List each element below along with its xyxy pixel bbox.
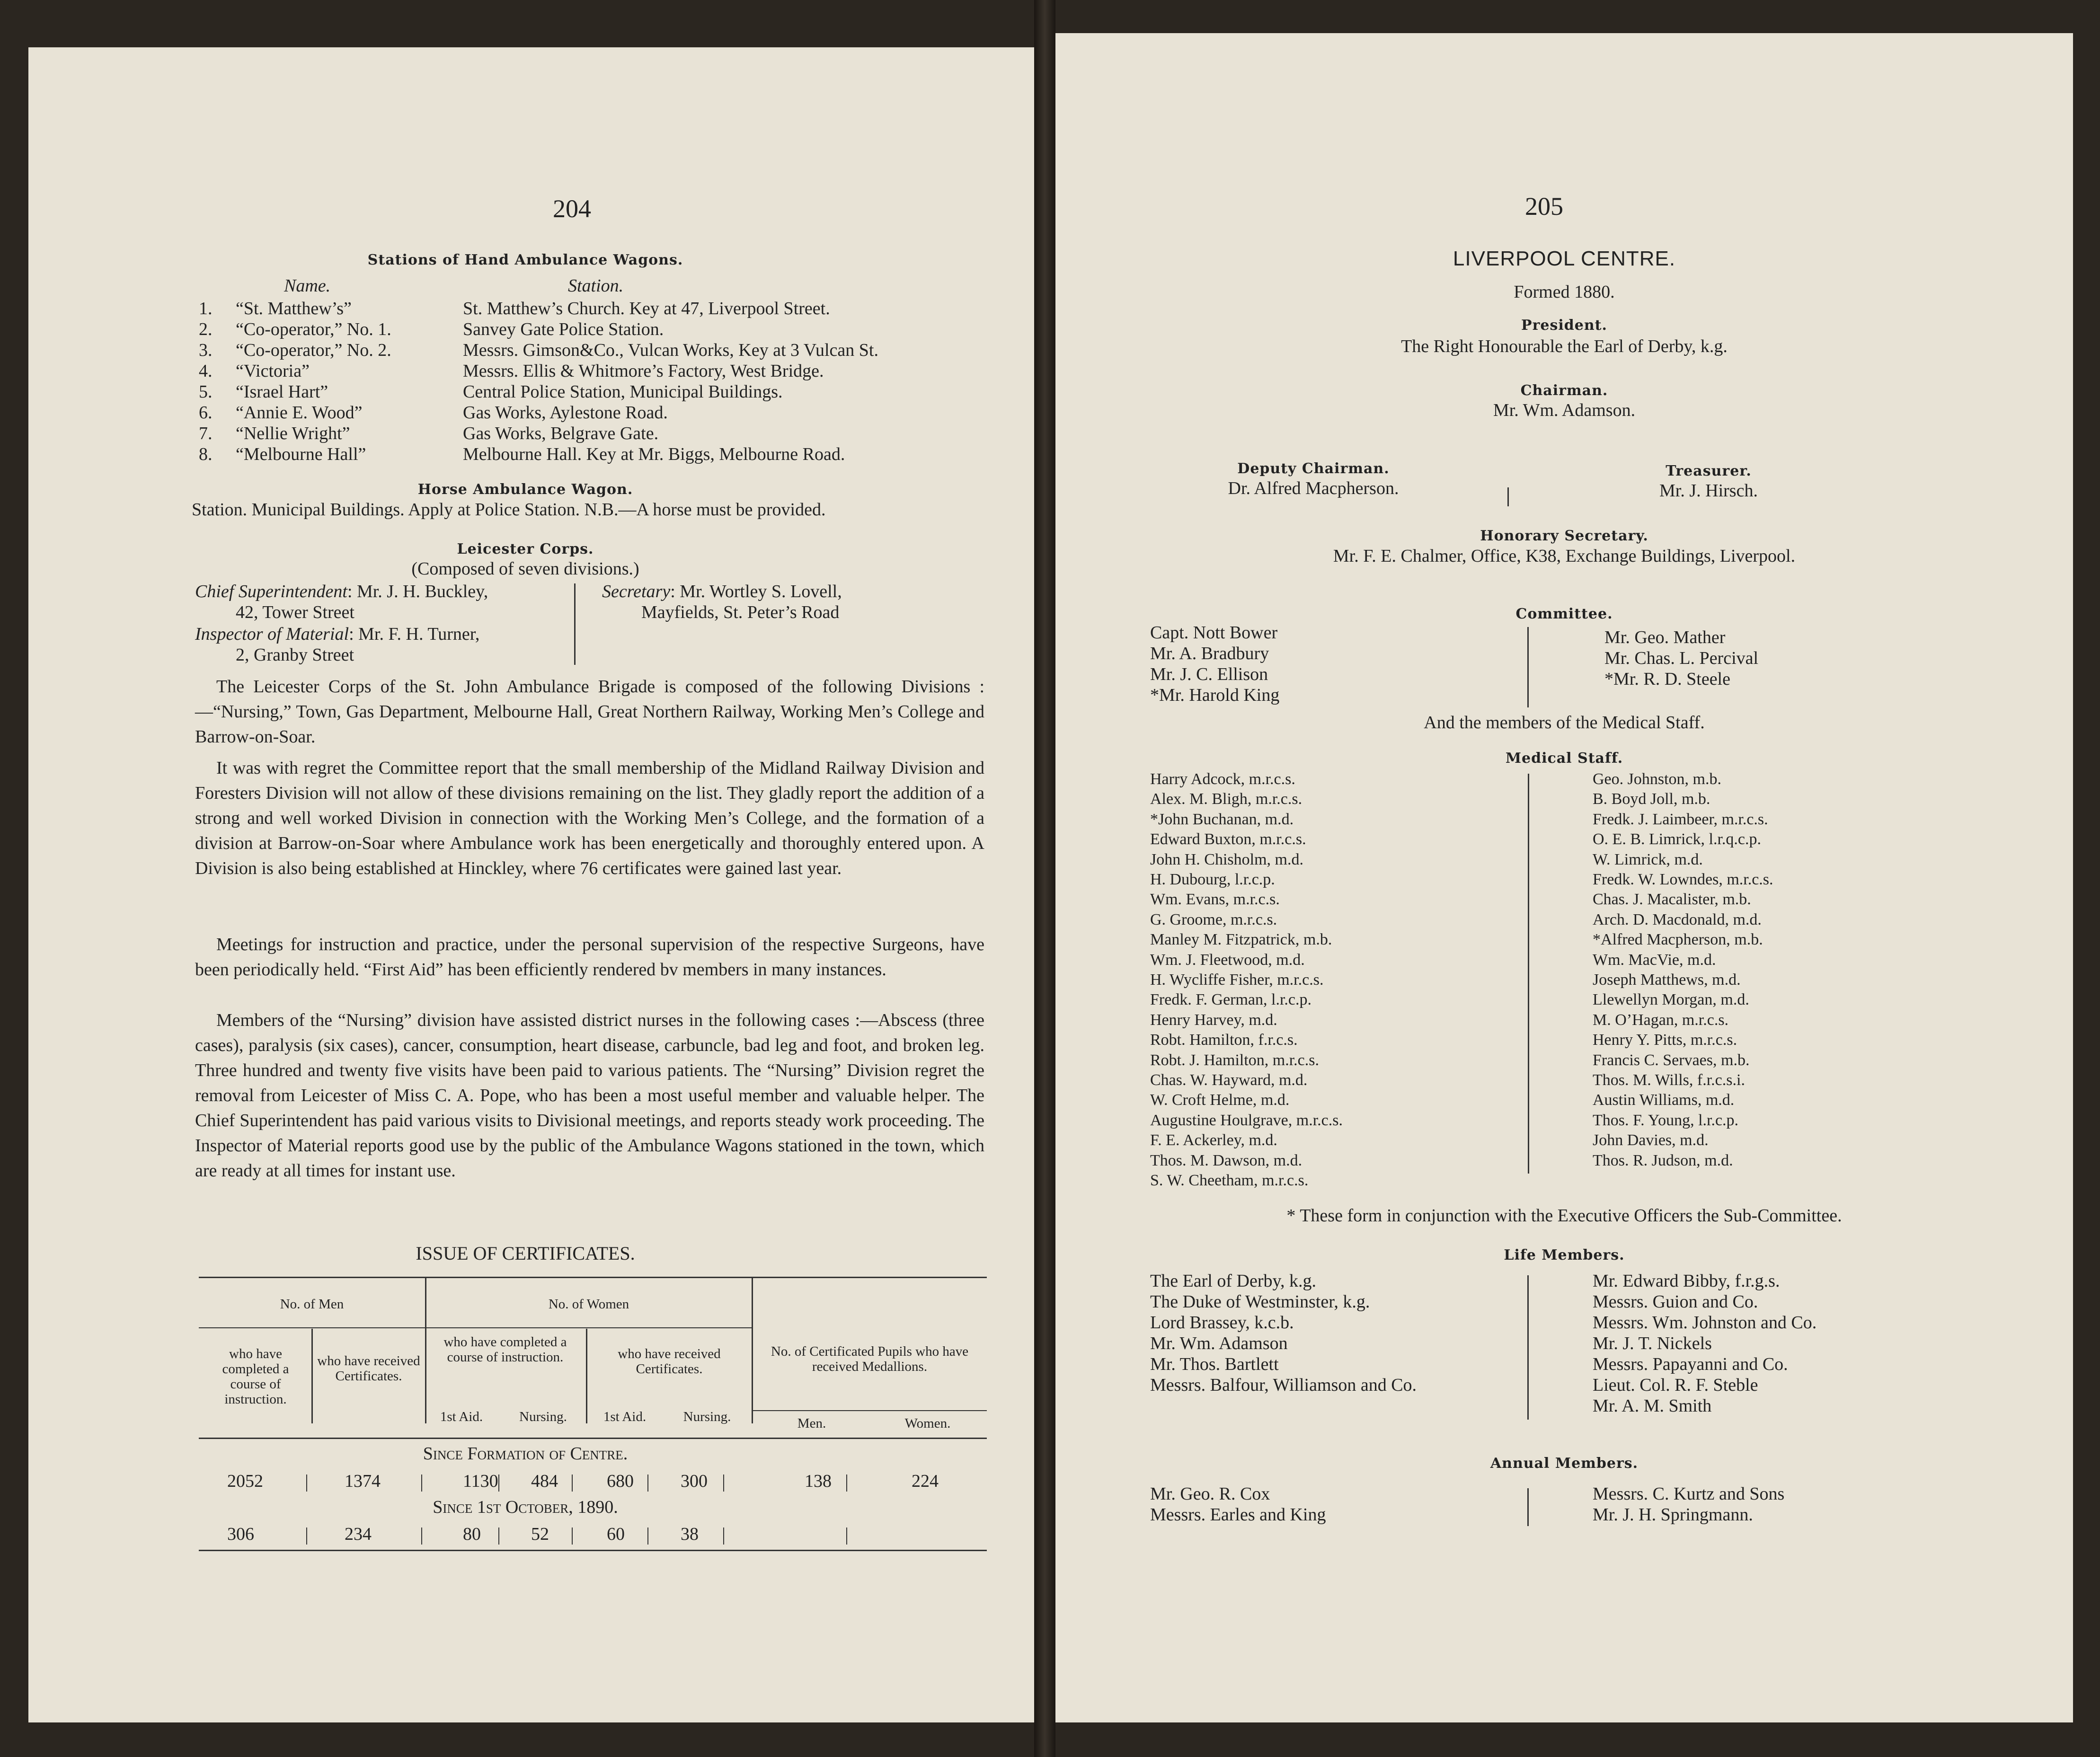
- medical-staff-member: B. Boyd Joll, m.b.: [1593, 790, 1710, 808]
- president-heading: President.: [1521, 317, 1607, 334]
- station-number: 5.: [199, 382, 213, 402]
- table-cell: 306: [227, 1524, 254, 1544]
- life-member: Mr. Thos. Bartlett: [1150, 1354, 1279, 1374]
- header-men-received: who have received Certificates.: [317, 1353, 420, 1384]
- certificates-heading: ISSUE OF CERTIFICATES.: [416, 1243, 635, 1264]
- divider: [1528, 774, 1529, 1174]
- medical-staff-member: Llewellyn Morgan, m.d.: [1593, 991, 1749, 1009]
- medical-staff-member: O. E. B. Limrick, l.r.q.c.p.: [1593, 830, 1762, 848]
- medical-staff-member: Thos. M. Dawson, m.d.: [1150, 1151, 1303, 1169]
- honorary-secretary: Mr. F. E. Chalmer, Office, K38, Exchange Buildings, Liverpool.: [1333, 546, 1796, 566]
- medical-staff-member: M. O’Hagan, m.r.c.s.: [1593, 1011, 1729, 1029]
- horse-heading: Horse Ambulance Wagon.: [417, 481, 633, 498]
- table-rule: [426, 1327, 752, 1328]
- divider: [1527, 1488, 1529, 1526]
- divider: [1527, 627, 1529, 707]
- annual-member: Messrs. Earles and King: [1150, 1505, 1326, 1525]
- station-location: Central Police Station, Municipal Buildings.: [463, 382, 783, 402]
- life-member: Messrs. Balfour, Williamson and Co.: [1150, 1375, 1417, 1395]
- committee-member: Mr. J. C. Ellison: [1150, 664, 1268, 684]
- life-member: Mr. J. T. Nickels: [1593, 1333, 1712, 1353]
- medical-staff-member: W. Limrick, m.d.: [1593, 850, 1703, 868]
- table-cell: 680: [607, 1471, 634, 1491]
- cell-separator: [572, 1474, 573, 1492]
- medical-staff-member: *Alfred Macpherson, m.b.: [1593, 931, 1763, 949]
- medical-staff-member: F. E. Ackerley, m.d.: [1150, 1131, 1277, 1149]
- station-location: Messrs. Ellis & Whitmore’s Factory, West Bridge.: [463, 361, 824, 381]
- paragraph-meetings: Meetings for instruction and practice, under the personal supervision of the respective Surgeons, have been periodically held. “First Aid” has been efficiently rendered bv members in many instances.: [195, 935, 984, 980]
- medical-note: * These form in conjunction with the Executive Officers the Sub-Committee.: [1286, 1206, 1842, 1226]
- table-cell: 52: [531, 1524, 549, 1544]
- medical-staff-member: Francis C. Servaes, m.b.: [1593, 1051, 1750, 1069]
- medical-staff-member: *John Buchanan, m.d.: [1150, 810, 1294, 828]
- life-member: Mr. Edward Bibby, f.r.g.s.: [1593, 1271, 1780, 1291]
- secretary: Secretary: Mr. Wortley S. Lovell,: [602, 582, 842, 601]
- life-member: Mr. Wm. Adamson: [1150, 1333, 1288, 1353]
- station-location: Messrs. Gimson&Co., Vulcan Works, Key at 3 Vulcan St.: [463, 340, 878, 360]
- annual-member: Mr. Geo. R. Cox: [1150, 1484, 1270, 1504]
- honorary-secretary-heading: Honorary Secretary.: [1480, 528, 1648, 544]
- stations-heading: Stations of Hand Ambulance Wagons.: [367, 252, 683, 268]
- cell-separator: [421, 1527, 422, 1545]
- table-cell: 80: [463, 1524, 481, 1544]
- paragraph-divisions: The Leicester Corps of the St. John Ambulance Brigade is composed of the following Divisions :—“Nursing,” Town, Gas Department, Melbourne Hall, Great Northern Railway, Working Men’s College and Barrow-on-Soar.: [195, 677, 984, 747]
- medical-staff-member: Austin Williams, m.d.: [1593, 1091, 1735, 1109]
- medical-staff-member: Augustine Houlgrave, m.r.c.s.: [1150, 1111, 1343, 1129]
- life-member: Lord Brassey, k.c.b.: [1150, 1313, 1294, 1333]
- treasurer-name: Mr. J. Hirsch.: [1659, 481, 1758, 501]
- medical-staff-member: Fredk. F. German, l.r.c.p.: [1150, 991, 1311, 1009]
- header-women-received: who have received Certificates.: [618, 1346, 721, 1377]
- committee-note: And the members of the Medical Staff.: [1424, 713, 1705, 733]
- life-member: Messrs. Papayanni and Co.: [1593, 1354, 1788, 1374]
- station-location: St. Matthew’s Church. Key at 47, Liverpool Street.: [463, 299, 830, 318]
- life-member: Messrs. Wm. Johnston and Co.: [1593, 1313, 1817, 1333]
- cell-separator: [723, 1527, 724, 1545]
- station-number: 2.: [199, 319, 213, 339]
- medical-staff-member: Henry Harvey, m.d.: [1150, 1011, 1277, 1029]
- horse-text: Station. Municipal Buildings. Apply at Police Station. N.B.—A horse must be provided.: [192, 500, 826, 520]
- station-name: “Israel Hart”: [236, 382, 328, 402]
- medical-staff-member: Wm. Evans, m.r.c.s.: [1150, 891, 1280, 909]
- table-cell: 234: [345, 1524, 372, 1544]
- life-member: Lieut. Col. R. F. Steble: [1593, 1375, 1758, 1395]
- station-location: Gas Works, Belgrave Gate.: [463, 424, 659, 443]
- life-members-heading: Life Members.: [1504, 1247, 1625, 1263]
- medical-staff-heading: Medical Staff.: [1505, 750, 1623, 767]
- station-name: “Nellie Wright”: [236, 424, 350, 443]
- table-cell: 60: [607, 1524, 625, 1544]
- life-member: The Earl of Derby, k.g.: [1150, 1271, 1317, 1291]
- station-number: 8.: [199, 444, 213, 464]
- table-rule: [586, 1329, 587, 1423]
- chief-superintendent: Chief Superintendent: Mr. J. H. Buckley,: [195, 582, 488, 601]
- medical-staff-member: Alex. M. Bligh, m.r.c.s.: [1150, 790, 1303, 808]
- committee-member: *Mr. R. D. Steele: [1604, 669, 1730, 689]
- life-member: Messrs. Guion and Co.: [1593, 1292, 1758, 1312]
- left-page: [28, 47, 1034, 1722]
- cell-separator: [306, 1527, 307, 1545]
- col-name-header: Name.: [284, 276, 331, 296]
- station-name: “St. Matthew’s”: [236, 299, 352, 318]
- paragraph-nursing: Members of the “Nursing” division have assisted district nurses in the following cases :—Abscess (three cases), paralysis (six cases), cancer, consumption, heart disease, carbuncle, bad leg and foot, and broken leg. Three hundred and twenty five visits have been paid to various patients. The “Nursing” Division regret the removal from Leicester of Miss C. A. Pope, who has been a most useful member and valuable helper. The Chief Superintendent has paid various visits to Divisional meetings, and reports steady work proceeding. The Inspector of Material reports good use by the public of the Ambulance Wagons stationed in the town, which are ready at all times for instant use.: [195, 1010, 984, 1181]
- committee-member: Mr. Geo. Mather: [1604, 627, 1726, 647]
- medical-staff-member: H. Wycliffe Fisher, m.r.c.s.: [1150, 971, 1324, 989]
- header-women: No. of Women: [548, 1297, 629, 1312]
- deputy-chairman-name: Dr. Alfred Macpherson.: [1228, 478, 1399, 498]
- life-member: The Duke of Westminster, k.g.: [1150, 1292, 1370, 1312]
- page-number: 204: [553, 194, 591, 223]
- station-name: “Victoria”: [236, 361, 310, 381]
- station-location: Gas Works, Aylestone Road.: [463, 403, 668, 423]
- station-number: 6.: [199, 403, 213, 423]
- cell-separator: [846, 1527, 847, 1545]
- table-rule: [753, 1410, 987, 1411]
- paragraph-membership: It was with regret the Committee report that the small membership of the Midland Railway Division and Foresters Division will not allow of these divisions remaining on the list. They gladly report the addition of a strong and well worked Division in connection with the Working Men’s College, and the formation of a division at Barrow-on-Soar where Ambulance work has been energetically and thoroughly entered upon. A Division is also being established at Hinckley, where 76 certificates were gained last year.: [195, 758, 984, 878]
- corps-heading: Leicester Corps.: [457, 541, 594, 557]
- medical-staff-member: Manley M. Fitzpatrick, m.b.: [1150, 931, 1332, 949]
- cell-separator: [846, 1474, 847, 1492]
- committee-member: Mr. A. Bradbury: [1150, 644, 1269, 663]
- medical-staff-member: W. Croft Helme, m.d.: [1150, 1091, 1290, 1109]
- table-cell: 1374: [345, 1471, 381, 1491]
- divider: [1507, 487, 1509, 506]
- table-rule: [752, 1278, 753, 1423]
- table-cell: 38: [681, 1524, 699, 1544]
- formed-date: Formed 1880.: [1514, 282, 1615, 302]
- table-rule: [199, 1327, 425, 1328]
- sub-first-aid: 1st Aid.: [440, 1409, 483, 1424]
- annual-members-heading: Annual Members.: [1490, 1455, 1639, 1472]
- header-medallions: No. of Certificated Pupils who have received Medallions.: [771, 1344, 969, 1374]
- medical-staff-member: Arch. D. Macdonald, m.d.: [1593, 910, 1762, 928]
- medical-staff-member: Chas. W. Hayward, m.d.: [1150, 1071, 1308, 1089]
- page-number: 205: [1525, 192, 1563, 221]
- medical-staff-member: Wm. MacVie, m.d.: [1593, 951, 1716, 969]
- col-station-header: Station.: [568, 276, 624, 296]
- committee-member: Capt. Nott Bower: [1150, 623, 1278, 643]
- station-number: 4.: [199, 361, 213, 381]
- secretary-address: Mayfields, St. Peter’s Road: [641, 602, 840, 622]
- station-name: “Co-operator,” No. 2.: [236, 340, 391, 360]
- annual-member: Messrs. C. Kurtz and Sons: [1593, 1484, 1785, 1504]
- table-rule: [199, 1550, 987, 1551]
- book-spine: [1034, 0, 1055, 1757]
- cell-separator: [572, 1527, 573, 1545]
- divider: [1527, 1275, 1529, 1420]
- medical-staff-member: John Davies, m.d.: [1593, 1131, 1709, 1149]
- corps-subheading: (Composed of seven divisions.): [411, 559, 639, 579]
- station-number: 7.: [199, 424, 213, 443]
- medical-staff-member: Fredk. J. Laimbeer, m.r.c.s.: [1593, 810, 1768, 828]
- header-women-completed: who have completed a course of instruction.: [443, 1334, 567, 1365]
- station-number: 1.: [199, 299, 213, 318]
- since-formation-label: Since Formation of Centre.: [423, 1444, 628, 1464]
- station-location: Sanvey Gate Police Station.: [463, 319, 664, 339]
- medical-staff-member: Thos. R. Judson, m.d.: [1593, 1151, 1733, 1169]
- annual-member: Mr. J. H. Springmann.: [1593, 1505, 1753, 1525]
- inspector-address: 2, Granby Street: [236, 645, 354, 665]
- since-october-label: Since 1st October, 1890.: [433, 1497, 618, 1517]
- committee-heading: Committee.: [1515, 606, 1613, 622]
- cell-separator: [647, 1474, 648, 1492]
- station-name: “Melbourne Hall”: [236, 444, 366, 464]
- medical-staff-member: Geo. Johnston, m.b.: [1593, 770, 1721, 788]
- medical-staff-member: Robt. J. Hamilton, m.r.c.s.: [1150, 1051, 1319, 1069]
- divider: [574, 583, 576, 665]
- sub-first-aid: 1st Aid.: [603, 1409, 647, 1424]
- centre-title: LIVERPOOL CENTRE.: [1453, 247, 1676, 270]
- deputy-chairman-heading: Deputy Chairman.: [1237, 460, 1390, 477]
- medical-staff-member: Fredk. W. Lowndes, m.r.c.s.: [1593, 871, 1773, 888]
- table-cell: 1130: [463, 1471, 498, 1491]
- station-name: “Co-operator,” No. 1.: [236, 319, 391, 339]
- medical-staff-member: Thos. M. Wills, f.r.c.s.i.: [1593, 1071, 1745, 1089]
- chairman-heading: Chairman.: [1520, 382, 1608, 399]
- treasurer-heading: Treasurer.: [1666, 463, 1752, 479]
- medical-staff-member: Wm. J. Fleetwood, m.d.: [1150, 951, 1305, 969]
- chief-address: 42, Tower Street: [236, 602, 354, 622]
- cell-separator: [421, 1474, 422, 1492]
- table-cell: 2052: [227, 1471, 263, 1491]
- cell-separator: [498, 1474, 499, 1492]
- right-page: [1055, 33, 2073, 1722]
- medical-staff-member: Thos. F. Young, l.r.c.p.: [1593, 1111, 1739, 1129]
- station-location: Melbourne Hall. Key at Mr. Biggs, Melbourne Road.: [463, 444, 845, 464]
- medical-staff-member: Joseph Matthews, m.d.: [1593, 971, 1741, 989]
- table-cell: 224: [912, 1471, 939, 1491]
- chairman-name: Mr. Wm. Adamson.: [1493, 400, 1636, 420]
- medical-staff-member: Chas. J. Macalister, m.b.: [1593, 891, 1751, 909]
- cell-separator: [498, 1527, 499, 1545]
- table-rule: [199, 1438, 987, 1439]
- header-men: No. of Men: [280, 1297, 344, 1312]
- sub-nursing: Nursing.: [519, 1409, 567, 1424]
- header-men-completed: who have completed a course of instruction.: [222, 1346, 289, 1407]
- medical-staff-member: Henry Y. Pitts, m.r.c.s.: [1593, 1031, 1737, 1049]
- medical-staff-member: John H. Chisholm, m.d.: [1150, 850, 1303, 868]
- inspector-of-material: Inspector of Material: Mr. F. H. Turner,: [195, 624, 480, 644]
- medical-staff-member: S. W. Cheetham, m.r.c.s.: [1150, 1172, 1309, 1189]
- table-rule: [311, 1329, 313, 1423]
- station-number: 3.: [199, 340, 213, 360]
- cell-separator: [723, 1474, 724, 1492]
- medical-staff-member: G. Groome, m.r.c.s.: [1150, 910, 1277, 928]
- table-rule: [199, 1277, 987, 1278]
- committee-member: *Mr. Harold King: [1150, 685, 1280, 705]
- life-member: Mr. A. M. Smith: [1593, 1396, 1712, 1416]
- sub-men: Men.: [797, 1416, 826, 1431]
- president-name: The Right Honourable the Earl of Derby, k.g.: [1401, 336, 1728, 356]
- station-name: “Annie E. Wood”: [236, 403, 363, 423]
- committee-member: Mr. Chas. L. Percival: [1604, 648, 1759, 668]
- table-cell: 484: [531, 1471, 558, 1491]
- table-cell: 138: [805, 1471, 832, 1491]
- table-cell: 300: [681, 1471, 708, 1491]
- cell-separator: [647, 1527, 648, 1545]
- medical-staff-member: Harry Adcock, m.r.c.s.: [1150, 770, 1295, 788]
- medical-staff-member: Robt. Hamilton, f.r.c.s.: [1150, 1031, 1298, 1049]
- medical-staff-member: Edward Buxton, m.r.c.s.: [1150, 830, 1306, 848]
- sub-women: Women.: [904, 1416, 951, 1431]
- cell-separator: [306, 1474, 307, 1492]
- sub-nursing: Nursing.: [683, 1409, 731, 1424]
- medical-staff-member: H. Dubourg, l.r.c.p.: [1150, 871, 1275, 888]
